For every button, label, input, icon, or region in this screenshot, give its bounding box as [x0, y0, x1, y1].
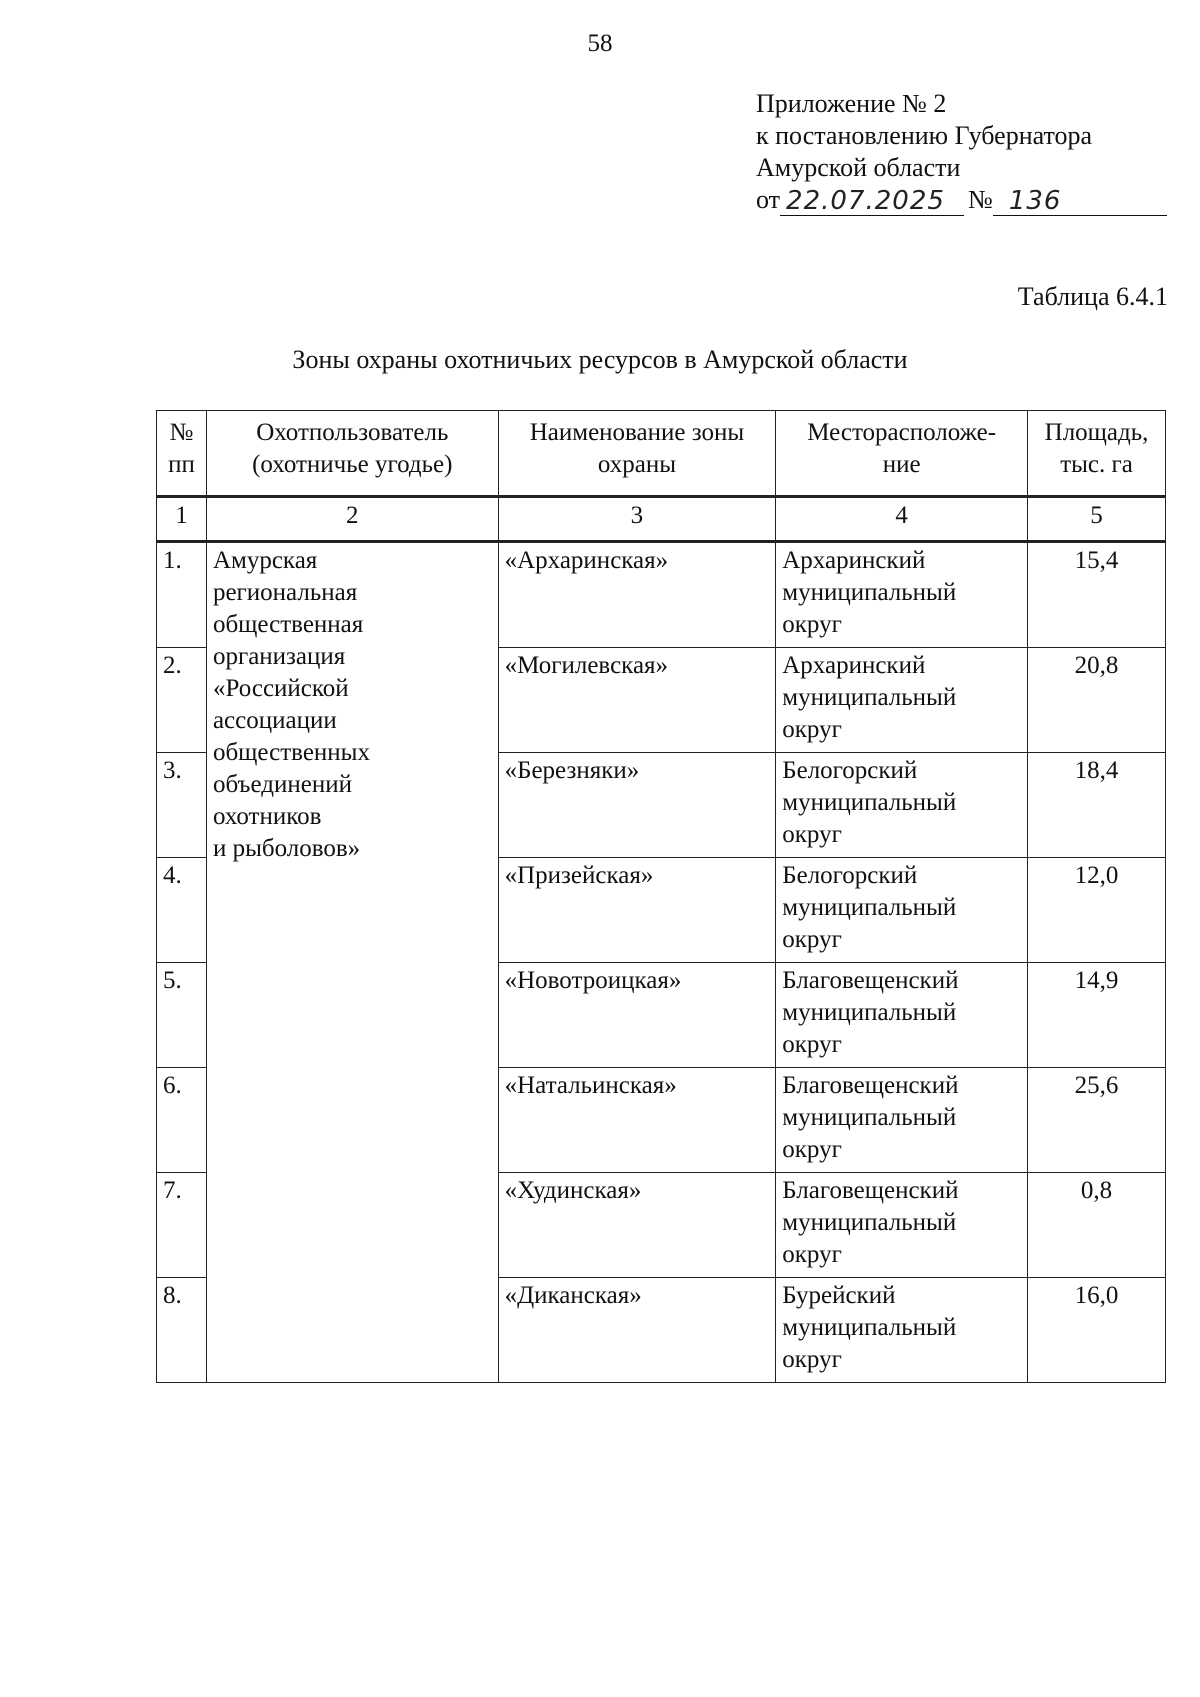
- zone-location: Бурейский муниципальный округ: [776, 1278, 1028, 1383]
- zone-name: «Натальинская»: [498, 1068, 776, 1173]
- table-row: [157, 542, 1166, 648]
- header-zone-name: Наименование зоны охраны: [498, 411, 776, 497]
- zone-location: Благовещенский муниципальный округ: [776, 1068, 1028, 1173]
- header-user: Охотпользователь (охотничье угодье): [206, 411, 498, 497]
- zone-location: Благовещенский муниципальный округ: [776, 963, 1028, 1068]
- appendix-block: [756, 88, 1167, 216]
- column-number: 1: [157, 497, 207, 542]
- handwritten-date: 22.07.2025: [780, 187, 964, 216]
- table-body: [157, 497, 1166, 1383]
- number-prefix: №: [968, 185, 993, 214]
- appendix-title: Приложение № 2: [756, 89, 947, 118]
- row-number: 3.: [157, 753, 207, 858]
- column-number: 3: [498, 497, 776, 542]
- zone-location: Белогорский муниципальный округ: [776, 753, 1028, 858]
- handwritten-number: 136: [993, 187, 1167, 216]
- zone-area: 14,9: [1028, 963, 1166, 1068]
- zone-location: Белогорский муниципальный округ: [776, 858, 1028, 963]
- zones-table: [156, 410, 1166, 1383]
- zone-name: «Архаринская»: [498, 542, 776, 648]
- hunting-user-cell: Амурская региональная общественная организация «Российской ассоциации общественных объединений охотников и рыболовов»: [206, 542, 498, 1383]
- row-number: 5.: [157, 963, 207, 1068]
- table-header: [157, 411, 1166, 497]
- row-number: 2.: [157, 648, 207, 753]
- column-number: 5: [1028, 497, 1166, 542]
- row-number: 7.: [157, 1173, 207, 1278]
- zone-name: «Новотроицкая»: [498, 963, 776, 1068]
- column-number: 2: [206, 497, 498, 542]
- page-number: 58: [587, 30, 613, 57]
- date-prefix: от: [756, 185, 781, 214]
- zone-area: 25,6: [1028, 1068, 1166, 1173]
- zone-location: Архаринский муниципальный округ: [776, 648, 1028, 753]
- row-number: 8.: [157, 1278, 207, 1383]
- zone-name: «Диканская»: [498, 1278, 776, 1383]
- zone-name: «Призейская»: [498, 858, 776, 963]
- zone-name: «Березняки»: [498, 753, 776, 858]
- row-number: 1.: [157, 542, 207, 648]
- zone-area: 12,0: [1028, 858, 1166, 963]
- column-numbers-row: [157, 497, 1166, 542]
- row-number: 6.: [157, 1068, 207, 1173]
- appendix-decree-ref: к постановлению Губернатора: [756, 121, 1093, 150]
- zone-area: 16,0: [1028, 1278, 1166, 1383]
- appendix-date-number-line: [756, 184, 1167, 216]
- header-area: Площадь, тыс. га: [1028, 411, 1166, 497]
- zone-area: 20,8: [1028, 648, 1166, 753]
- header-number: № пп: [157, 411, 207, 497]
- column-number: 4: [776, 497, 1028, 542]
- zone-area: 15,4: [1028, 542, 1166, 648]
- zone-area: 18,4: [1028, 753, 1166, 858]
- table-title: Зоны охраны охотничьих ресурсов в Амурской области: [292, 345, 908, 374]
- zone-location: Благовещенский муниципальный округ: [776, 1173, 1028, 1278]
- zone-area: 0,8: [1028, 1173, 1166, 1278]
- appendix-region: Амурской области: [756, 153, 961, 182]
- header-location: Месторасположе- ние: [776, 411, 1028, 497]
- zone-name: «Худинская»: [498, 1173, 776, 1278]
- zone-location: Архаринский муниципальный округ: [776, 542, 1028, 648]
- table-label: Таблица 6.4.1: [1017, 282, 1168, 311]
- zone-name: «Могилевская»: [498, 648, 776, 753]
- row-number: 4.: [157, 858, 207, 963]
